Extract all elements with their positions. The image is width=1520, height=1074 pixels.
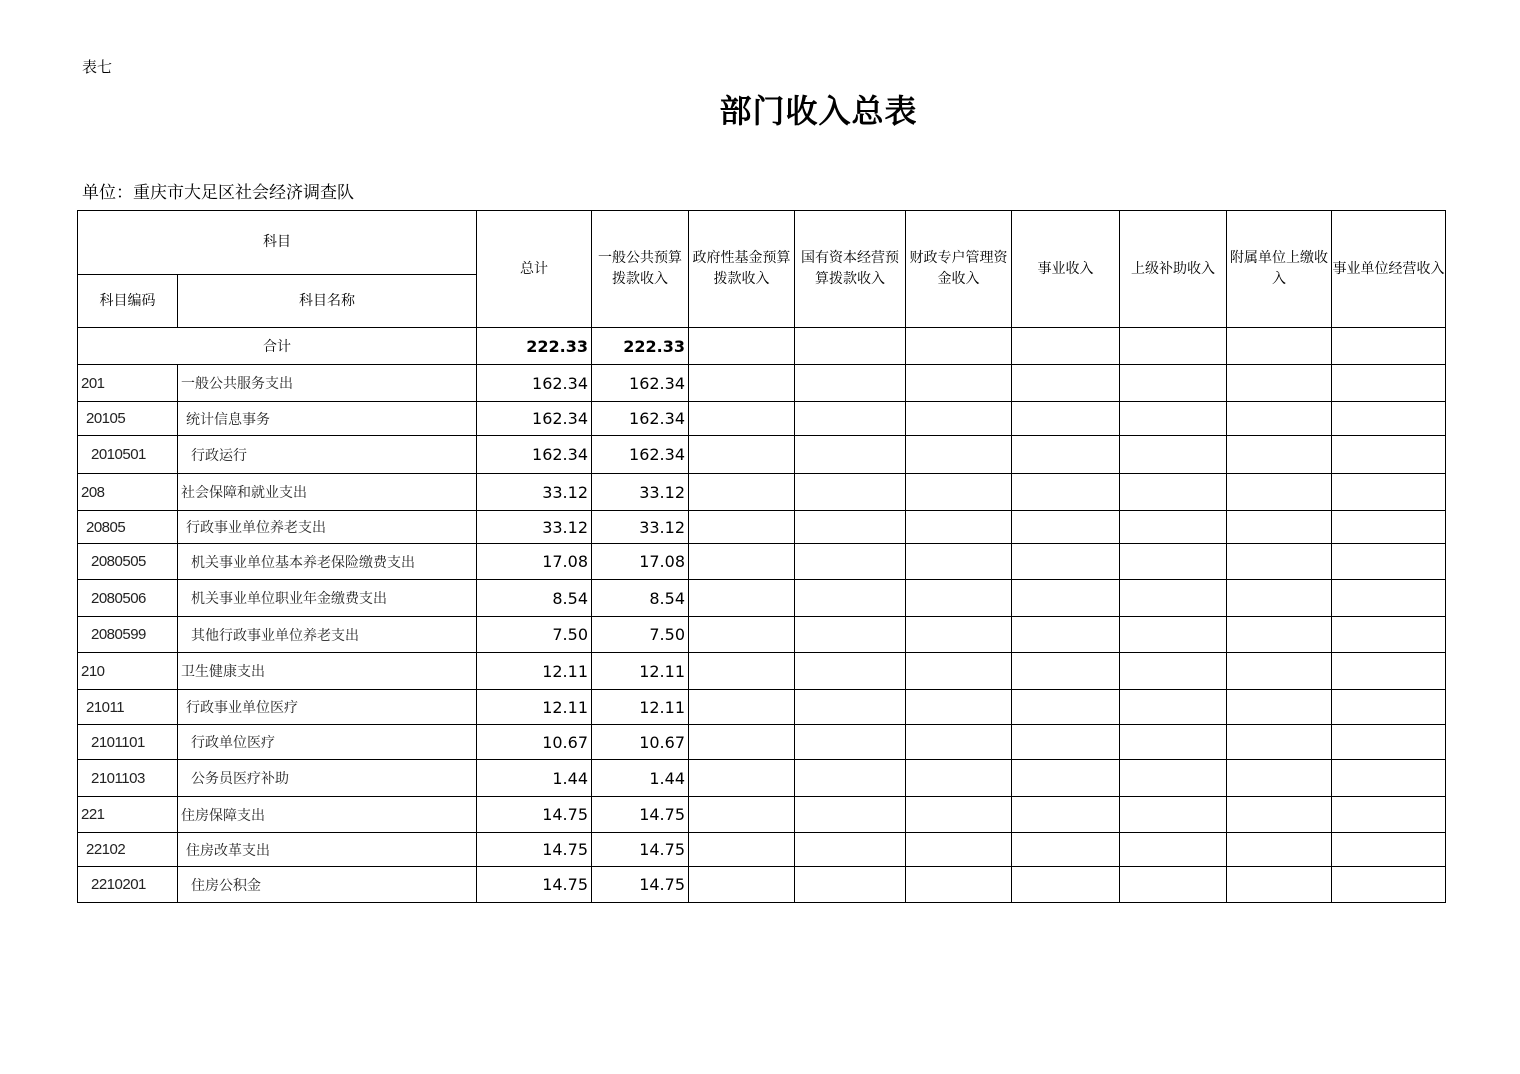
row-total-amount: 162.34: [477, 436, 592, 474]
empty-cell: [689, 474, 795, 511]
empty-cell: [1332, 474, 1446, 511]
empty-cell: [795, 760, 906, 797]
row-general-budget-amount: 33.12: [592, 474, 689, 511]
table-row: [78, 617, 1446, 653]
empty-cell: [1012, 436, 1120, 474]
subject-name: 一般公共服务支出: [178, 365, 477, 402]
subject-code: 20105: [78, 402, 178, 436]
row-total-amount: 162.34: [477, 402, 592, 436]
header-state-capital: 国有资本经营预算拨款收入: [795, 211, 906, 328]
empty-cell: [1120, 474, 1227, 511]
subject-code: 21011: [78, 690, 178, 725]
empty-cell: [1332, 867, 1446, 903]
empty-cell: [906, 617, 1012, 653]
empty-cell: [906, 328, 1012, 365]
subject-code: 2080506: [78, 580, 178, 617]
empty-cell: [1012, 653, 1120, 690]
empty-cell: [1227, 867, 1332, 903]
row-total-amount: 7.50: [477, 617, 592, 653]
empty-cell: [1120, 760, 1227, 797]
empty-cell: [1332, 833, 1446, 867]
empty-cell: [1120, 833, 1227, 867]
subject-code: 210: [78, 653, 178, 690]
row-general-budget-amount: 14.75: [592, 797, 689, 833]
empty-cell: [1120, 617, 1227, 653]
empty-cell: [1332, 617, 1446, 653]
subject-code: 20805: [78, 511, 178, 544]
empty-cell: [906, 725, 1012, 760]
row-general-budget-amount: 12.11: [592, 690, 689, 725]
empty-cell: [795, 653, 906, 690]
total-general-budget: 222.33: [592, 328, 689, 365]
header-operating-income: 事业单位经营收入: [1332, 211, 1446, 328]
table-row: [78, 436, 1446, 474]
empty-cell: [1227, 511, 1332, 544]
subject-name: 社会保障和就业支出: [178, 474, 477, 511]
empty-cell: [689, 402, 795, 436]
subject-name: 其他行政事业单位养老支出: [178, 617, 477, 653]
empty-cell: [689, 511, 795, 544]
row-total-amount: 12.11: [477, 653, 592, 690]
table-row: [78, 365, 1446, 402]
empty-cell: [1227, 725, 1332, 760]
empty-cell: [906, 580, 1012, 617]
subject-name: 住房保障支出: [178, 797, 477, 833]
subject-name: 住房改革支出: [178, 833, 477, 867]
empty-cell: [795, 833, 906, 867]
empty-cell: [1120, 690, 1227, 725]
subject-code: 208: [78, 474, 178, 511]
empty-cell: [795, 580, 906, 617]
empty-cell: [906, 365, 1012, 402]
subject-code: 2010501: [78, 436, 178, 474]
empty-cell: [1012, 867, 1120, 903]
empty-cell: [906, 402, 1012, 436]
empty-cell: [689, 580, 795, 617]
row-general-budget-amount: 17.08: [592, 544, 689, 580]
unit-label: 单位：重庆市大足区社会经济调查队: [82, 183, 354, 203]
table-row: [78, 725, 1446, 760]
row-general-budget-amount: 10.67: [592, 725, 689, 760]
table-row: [78, 690, 1446, 725]
row-general-budget-amount: 162.34: [592, 365, 689, 402]
empty-cell: [1332, 365, 1446, 402]
row-total-amount: 33.12: [477, 511, 592, 544]
row-total-amount: 12.11: [477, 690, 592, 725]
empty-cell: [1227, 833, 1332, 867]
empty-cell: [906, 760, 1012, 797]
income-summary-table: [77, 210, 1446, 903]
row-total-amount: 14.75: [477, 833, 592, 867]
empty-cell: [1012, 833, 1120, 867]
header-total: 总计: [477, 211, 592, 328]
row-general-budget-amount: 162.34: [592, 402, 689, 436]
subject-name: 卫生健康支出: [178, 653, 477, 690]
empty-cell: [795, 544, 906, 580]
subject-name: 机关事业单位职业年金缴费支出: [178, 580, 477, 617]
row-total-amount: 14.75: [477, 797, 592, 833]
subject-name: 行政运行: [178, 436, 477, 474]
row-general-budget-amount: 33.12: [592, 511, 689, 544]
table-row: [78, 402, 1446, 436]
header-gov-fund: 政府性基金预算拨款收入: [689, 211, 795, 328]
table-row: [78, 797, 1446, 833]
header-general-budget: 一般公共预算拨款收入: [592, 211, 689, 328]
empty-cell: [689, 797, 795, 833]
empty-cell: [1227, 617, 1332, 653]
empty-cell: [1227, 760, 1332, 797]
empty-cell: [1120, 511, 1227, 544]
total-label: 合计: [78, 328, 477, 365]
empty-cell: [1227, 797, 1332, 833]
empty-cell: [1227, 365, 1332, 402]
empty-cell: [1012, 690, 1120, 725]
subject-code: 22102: [78, 833, 178, 867]
empty-cell: [1227, 690, 1332, 725]
empty-cell: [906, 653, 1012, 690]
row-general-budget-amount: 8.54: [592, 580, 689, 617]
empty-cell: [1120, 867, 1227, 903]
subject-code: 2210201: [78, 867, 178, 903]
empty-cell: [795, 725, 906, 760]
header-subject: 科目: [78, 211, 477, 275]
empty-cell: [1227, 436, 1332, 474]
total-sum: 222.33: [477, 328, 592, 365]
header-business-income: 事业收入: [1012, 211, 1120, 328]
empty-cell: [1120, 580, 1227, 617]
empty-cell: [1120, 365, 1227, 402]
subject-name: 行政事业单位养老支出: [178, 511, 477, 544]
empty-cell: [689, 867, 795, 903]
empty-cell: [689, 617, 795, 653]
empty-cell: [1120, 402, 1227, 436]
empty-cell: [795, 690, 906, 725]
row-total-amount: 10.67: [477, 725, 592, 760]
empty-cell: [1332, 436, 1446, 474]
empty-cell: [1120, 653, 1227, 690]
empty-cell: [1012, 617, 1120, 653]
subject-code: 2080599: [78, 617, 178, 653]
empty-cell: [1332, 760, 1446, 797]
empty-cell: [1120, 328, 1227, 365]
row-general-budget-amount: 14.75: [592, 867, 689, 903]
empty-cell: [1012, 402, 1120, 436]
empty-cell: [1332, 402, 1446, 436]
table-row: [78, 653, 1446, 690]
empty-cell: [1227, 544, 1332, 580]
empty-cell: [1227, 328, 1332, 365]
empty-cell: [689, 725, 795, 760]
empty-cell: [906, 511, 1012, 544]
empty-cell: [906, 867, 1012, 903]
subject-name: 行政事业单位医疗: [178, 690, 477, 725]
empty-cell: [1120, 544, 1227, 580]
empty-cell: [1227, 653, 1332, 690]
empty-cell: [795, 402, 906, 436]
empty-cell: [795, 436, 906, 474]
table-row: [78, 833, 1446, 867]
row-total-amount: 17.08: [477, 544, 592, 580]
row-total-amount: 1.44: [477, 760, 592, 797]
row-general-budget-amount: 12.11: [592, 653, 689, 690]
row-general-budget-amount: 14.75: [592, 833, 689, 867]
empty-cell: [1012, 725, 1120, 760]
empty-cell: [795, 867, 906, 903]
empty-cell: [1227, 580, 1332, 617]
empty-cell: [1120, 436, 1227, 474]
empty-cell: [906, 474, 1012, 511]
empty-cell: [1012, 580, 1120, 617]
empty-cell: [1012, 760, 1120, 797]
empty-cell: [689, 690, 795, 725]
empty-cell: [1120, 797, 1227, 833]
table-row: [78, 511, 1446, 544]
row-total-amount: 8.54: [477, 580, 592, 617]
empty-cell: [906, 833, 1012, 867]
empty-cell: [1227, 402, 1332, 436]
empty-cell: [906, 436, 1012, 474]
empty-cell: [1332, 544, 1446, 580]
table-row: [78, 544, 1446, 580]
subject-name: 行政单位医疗: [178, 725, 477, 760]
empty-cell: [1332, 797, 1446, 833]
page-title: 部门收入总表: [719, 92, 918, 130]
empty-cell: [906, 690, 1012, 725]
subject-code: 201: [78, 365, 178, 402]
subject-code: 2101103: [78, 760, 178, 797]
empty-cell: [906, 797, 1012, 833]
row-general-budget-amount: 162.34: [592, 436, 689, 474]
empty-cell: [1012, 474, 1120, 511]
empty-cell: [1120, 725, 1227, 760]
empty-cell: [1012, 797, 1120, 833]
subject-code: 2101101: [78, 725, 178, 760]
row-total-amount: 33.12: [477, 474, 592, 511]
table-row: [78, 474, 1446, 511]
empty-cell: [689, 328, 795, 365]
header-affiliated-income: 附属单位上缴收入: [1227, 211, 1332, 328]
total-row: [78, 328, 1446, 365]
empty-cell: [795, 474, 906, 511]
empty-cell: [689, 653, 795, 690]
empty-cell: [1332, 690, 1446, 725]
empty-cell: [1332, 511, 1446, 544]
empty-cell: [1012, 365, 1120, 402]
empty-cell: [689, 760, 795, 797]
empty-cell: [1332, 328, 1446, 365]
header-superior-subsidy: 上级补助收入: [1120, 211, 1227, 328]
empty-cell: [689, 544, 795, 580]
empty-cell: [795, 328, 906, 365]
empty-cell: [1332, 653, 1446, 690]
empty-cell: [795, 617, 906, 653]
header-subject-name: 科目名称: [178, 275, 477, 328]
table-row: [78, 580, 1446, 617]
empty-cell: [689, 833, 795, 867]
subject-name: 统计信息事务: [178, 402, 477, 436]
empty-cell: [1012, 544, 1120, 580]
subject-code: 221: [78, 797, 178, 833]
empty-cell: [795, 797, 906, 833]
empty-cell: [906, 544, 1012, 580]
empty-cell: [689, 436, 795, 474]
header-subject-code: 科目编码: [78, 275, 178, 328]
table-number-label: 表七: [82, 58, 113, 76]
empty-cell: [795, 365, 906, 402]
row-general-budget-amount: 7.50: [592, 617, 689, 653]
empty-cell: [1332, 725, 1446, 760]
table-row: [78, 867, 1446, 903]
empty-cell: [1012, 511, 1120, 544]
empty-cell: [1227, 474, 1332, 511]
row-total-amount: 14.75: [477, 867, 592, 903]
empty-cell: [1332, 580, 1446, 617]
row-total-amount: 162.34: [477, 365, 592, 402]
empty-cell: [795, 511, 906, 544]
table-row: [78, 760, 1446, 797]
empty-cell: [1012, 328, 1120, 365]
row-general-budget-amount: 1.44: [592, 760, 689, 797]
subject-name: 住房公积金: [178, 867, 477, 903]
subject-name: 机关事业单位基本养老保险缴费支出: [178, 544, 477, 580]
header-special-account: 财政专户管理资金收入: [906, 211, 1012, 328]
empty-cell: [689, 365, 795, 402]
subject-name: 公务员医疗补助: [178, 760, 477, 797]
subject-code: 2080505: [78, 544, 178, 580]
